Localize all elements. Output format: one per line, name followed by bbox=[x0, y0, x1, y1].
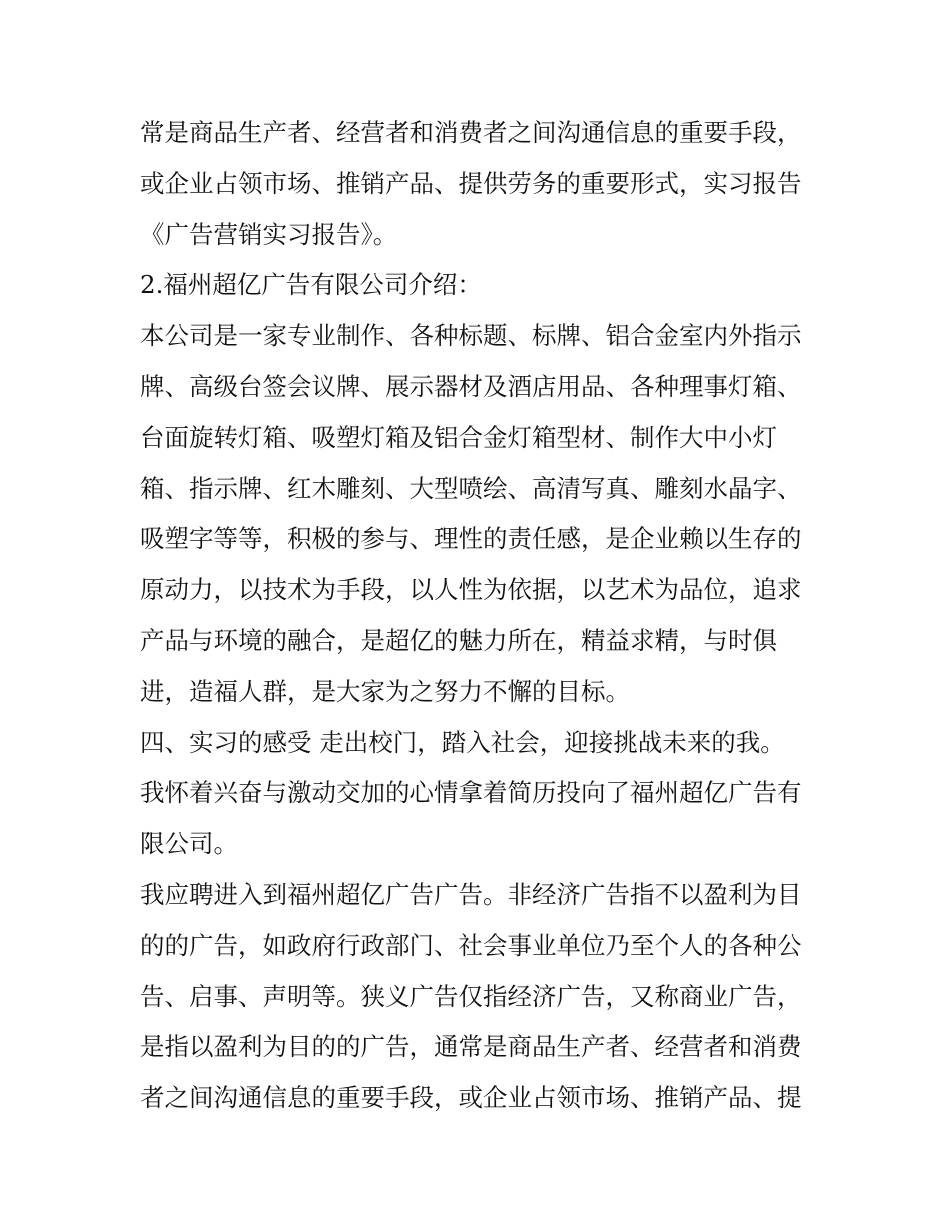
text-line: 的的广告，如政府行政部门、社会事业单位乃至个人的各种公 bbox=[140, 930, 802, 960]
text-line: 我应聘进入到福州超亿广告广告。非经济广告指不以盈利为目 bbox=[140, 879, 802, 909]
text-line: 告、启事、声明等。狭义广告仅指经济广告，又称商业广告， bbox=[140, 981, 802, 1011]
text-line: 箱、指示牌、红木雕刻、大型喷绘、高清写真、雕刻水晶字、 bbox=[140, 473, 802, 503]
text-line: 本公司是一家专业制作、各种标题、标牌、铝合金室内外指示 bbox=[140, 321, 802, 351]
text-line: 进，造福人群，是大家为之努力不懈的目标。 bbox=[140, 676, 630, 706]
text-line: 原动力，以技术为手段，以人性为依据，以艺术为品位，追求 bbox=[140, 575, 802, 605]
text-line: 产品与环境的融合，是超亿的魅力所在，精益求精，与时俱 bbox=[140, 625, 777, 655]
section-heading: 四、实习的感受 走出校门，踏入社会，迎接挑战未来的我。 bbox=[140, 727, 785, 757]
text-line: 吸塑字等等，积极的参与、理性的责任感，是企业赖以生存的 bbox=[140, 524, 802, 554]
text-line: 者之间沟通信息的重要手段，或企业占领市场、推销产品、提 bbox=[140, 1083, 802, 1113]
document-body bbox=[140, 108, 820, 1124]
text-line: 常是商品生产者、经营者和消费者之间沟通信息的重要手段， bbox=[140, 118, 802, 147]
text-line: 台面旋转灯箱、吸塑灯箱及铝合金灯箱型材、制作大中小灯 bbox=[140, 422, 777, 452]
text-line: 或企业占领市场、推销产品、提供劳务的重要形式，实习报告 bbox=[140, 168, 802, 198]
text-line: 是指以盈利为目的的广告，通常是商品生产者、经营者和消费 bbox=[140, 1032, 802, 1062]
text-line: 牌、高级台签会议牌、展示器材及酒店用品、各种理事灯箱、 bbox=[140, 371, 802, 401]
text-line: 我怀着兴奋与激动交加的心情拿着简历投向了福州超亿广告有 bbox=[140, 778, 802, 808]
text-line: 《广告营销实习报告》。 bbox=[140, 219, 398, 249]
text-line: 限公司。 bbox=[140, 829, 238, 859]
section-heading: 2.福州超亿广告有限公司介绍： bbox=[140, 270, 482, 300]
